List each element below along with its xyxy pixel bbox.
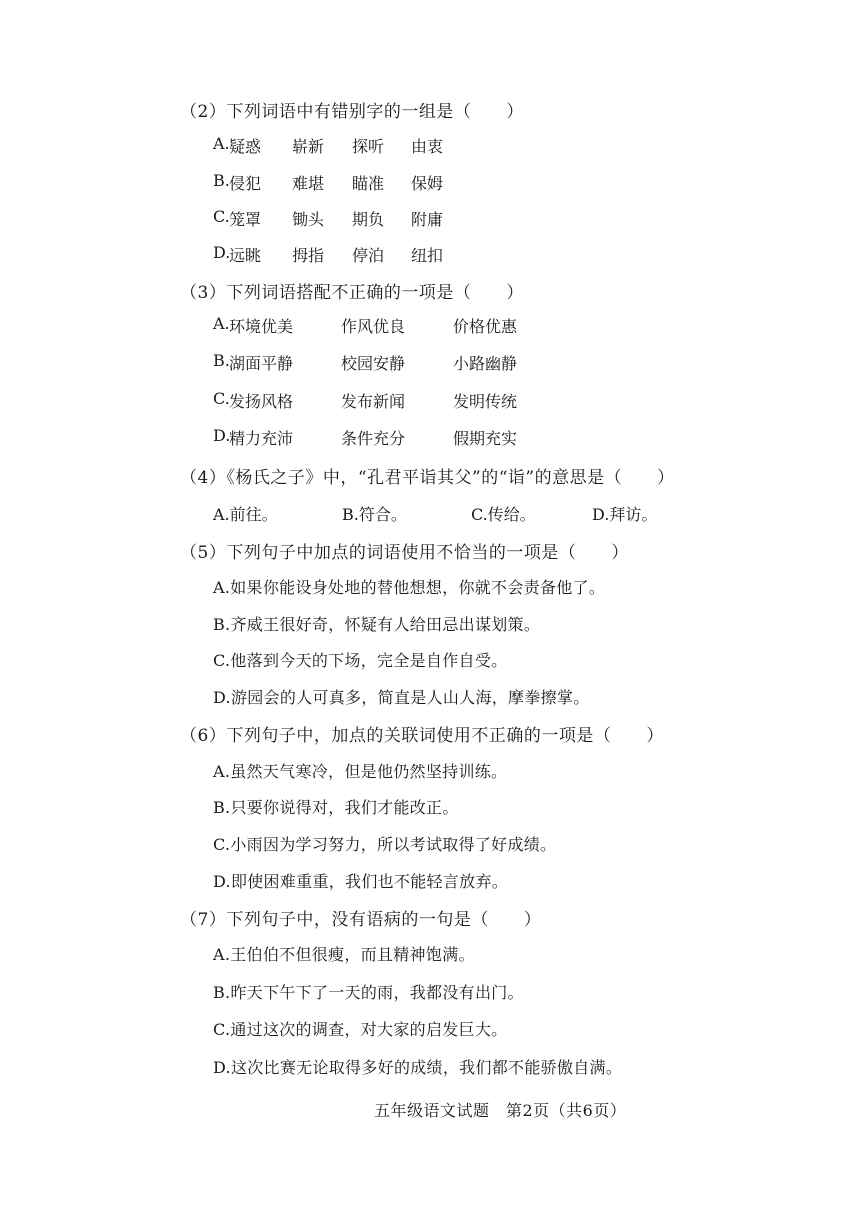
q2-option-c-word: 期负 xyxy=(352,210,385,229)
q4-option-b: B.符合。 xyxy=(342,505,407,524)
q2-option-c-word: 附庸 xyxy=(411,210,444,229)
q2-option-c-word: 笼罩 xyxy=(229,210,262,229)
q6-option-a: A.虽然天气寒冷，但是他仍然坚持训练。 xyxy=(213,762,508,781)
q3-option-c-letter: C. xyxy=(213,389,230,408)
q2-option-b-word: 侵犯 xyxy=(229,174,262,193)
q6-option-b: B.只要你说得对，我们才能改正。 xyxy=(213,798,459,817)
q3-option-d-word: 假期充实 xyxy=(453,429,518,448)
q6-option-c: C.小雨因为学习努力，所以考试取得了好成绩。 xyxy=(213,835,557,854)
q3-option-b-word: 湖面平静 xyxy=(229,354,294,373)
q6-option-d: D.即使困难重重，我们也不能轻言放弃。 xyxy=(213,872,509,891)
q2-option-c-word: 锄头 xyxy=(292,210,325,229)
q7-option-a: A.王伯伯不但很瘦，而且精神饱满。 xyxy=(213,945,475,964)
question-3-stem: （3）下列词语搭配不正确的一项是（ ） xyxy=(180,283,524,303)
question-2-stem: （2）下列词语中有错别字的一组是（ ） xyxy=(180,102,524,122)
q7-option-c: C.通过这次的调查，对大家的启发巨大。 xyxy=(213,1020,508,1039)
q3-option-a-word: 环境优美 xyxy=(229,317,294,336)
q3-option-c-word: 发扬风格 xyxy=(229,392,294,411)
q2-option-a-word: 崭新 xyxy=(292,137,325,156)
q7-option-b: B.昨天下午下了一天的雨，我都没有出门。 xyxy=(213,983,524,1002)
q3-option-c-word: 发明传统 xyxy=(453,392,518,411)
q4-option-c: C.传给。 xyxy=(471,505,536,524)
page-footer: 五年级语文试题 第2页（共6页） xyxy=(374,1101,627,1120)
q2-option-d-word: 停泊 xyxy=(352,246,385,265)
q5-option-a: A.如果你能设身处地的替他想想，你就不会责备他了。 xyxy=(213,578,606,597)
q2-option-d-letter: D. xyxy=(213,243,231,262)
question-6-stem: （6）下列句子中，加点的关联词使用不正确的一项是（ ） xyxy=(180,726,664,746)
q2-option-b-word: 保姆 xyxy=(411,174,444,193)
q3-option-b-letter: B. xyxy=(213,351,230,370)
question-5-stem: （5）下列句子中加点的词语使用不恰当的一项是（ ） xyxy=(180,543,629,563)
q2-option-b-word: 瞄准 xyxy=(352,174,385,193)
q3-option-a-word: 作风优良 xyxy=(341,317,406,336)
q3-option-a-letter: A. xyxy=(213,314,230,333)
q2-option-a-word: 由衷 xyxy=(411,137,444,156)
q2-option-d-word: 纽扣 xyxy=(411,246,444,265)
q2-option-c-letter: C. xyxy=(213,207,230,226)
q3-option-d-word: 条件充分 xyxy=(341,429,406,448)
q4-option-a: A.前往。 xyxy=(213,505,278,524)
q3-option-d-word: 精力充沛 xyxy=(229,429,294,448)
q2-option-b-letter: B. xyxy=(213,171,230,190)
q2-option-d-word: 远眺 xyxy=(229,246,262,265)
q4-option-d: D.拜访。 xyxy=(592,505,658,524)
question-7-stem: （7）下列句子中，没有语病的一句是（ ） xyxy=(180,910,542,930)
question-4-stem: （4）《杨氏之子》中，“孔君平诣其父”的“诣”的意思是（ ） xyxy=(180,468,675,488)
q7-option-d: D.这次比赛无论取得多好的成绩，我们都不能骄傲自满。 xyxy=(213,1058,623,1077)
q2-option-a-word: 疑惑 xyxy=(229,137,262,156)
q3-option-b-word: 小路幽静 xyxy=(453,354,518,373)
q3-option-b-word: 校园安静 xyxy=(341,354,406,373)
q2-option-a-word: 探听 xyxy=(352,137,385,156)
q3-option-a-word: 价格优惠 xyxy=(453,317,518,336)
q2-option-d-word: 拇指 xyxy=(292,246,325,265)
q2-option-b-word: 难堪 xyxy=(292,174,325,193)
q3-option-c-word: 发布新闻 xyxy=(341,392,406,411)
q2-option-a-letter: A. xyxy=(213,134,230,153)
q5-option-b: B.齐威王很好奇，怀疑有人给田忌出谋划策。 xyxy=(213,615,541,634)
q5-option-d: D.游园会的人可真多，简直是人山人海，摩拳擦掌。 xyxy=(213,688,590,707)
q5-option-c: C.他落到今天的下场，完全是自作自受。 xyxy=(213,651,508,670)
q3-option-d-letter: D. xyxy=(213,426,231,445)
